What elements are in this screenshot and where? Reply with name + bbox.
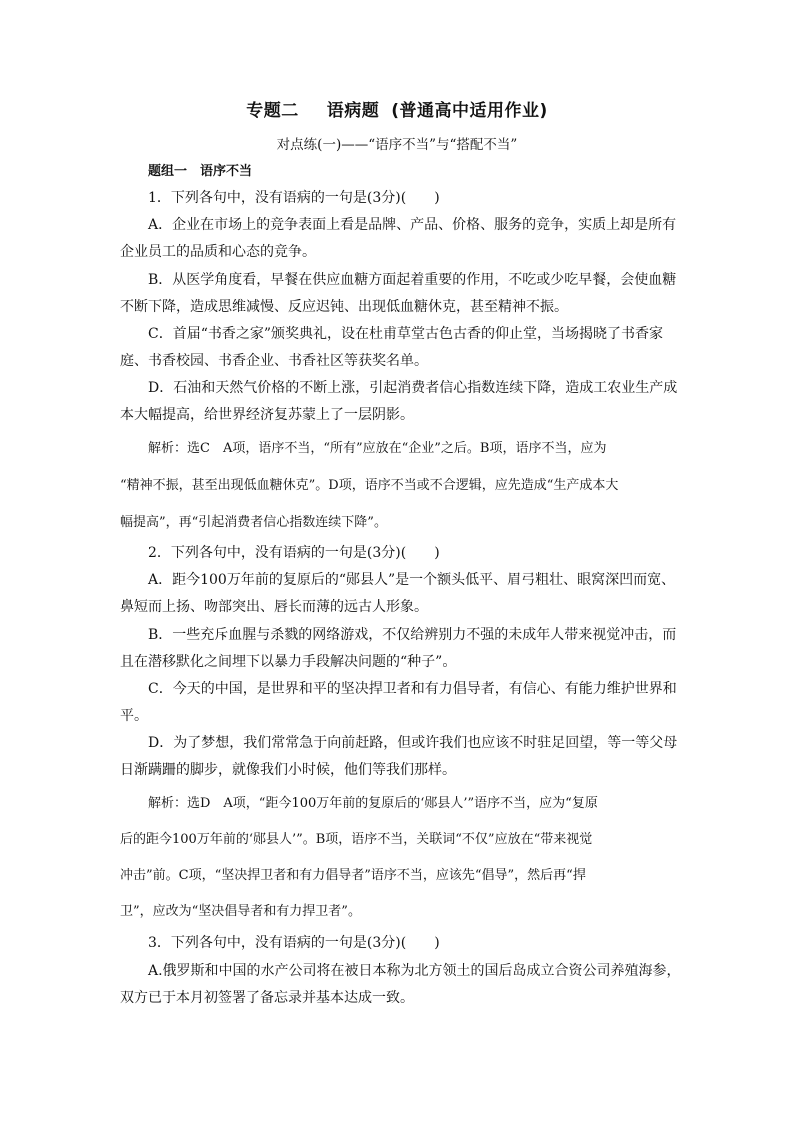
q2-explanation-line2: 后的距今100万年前的‘郧县人’”。B项，语序不当，关联词“不仅”应放在“带来视觉 [120, 832, 593, 847]
q1-option-a-line2: 企业员工的品质和心态的竞争。 [120, 244, 316, 260]
question-2-stem: 2．下列各句中，没有语病的一句是(3分)( ) [148, 545, 440, 561]
q1-option-b-line1: B．从医学角度看，早餐在供应血糖方面起着重要的作用，不吃或少吃早餐，会使血糖 [148, 272, 677, 288]
q1-explanation-line2: “精神不振，甚至出现低血糖休克”。D项，语序不当或不合逻辑，应先造成“生产成本大 [120, 478, 619, 493]
title-part-topic: 专题二 [246, 101, 299, 121]
group-heading: 题组一 语序不当 [148, 164, 253, 179]
q1-option-a-line1: A．企业在市场上的竞争表面上看是品牌、产品、价格、服务的竞争，实质上却是所有 [148, 217, 677, 233]
q2-explanation-line3: 冲击”前。C项，“坚决捍卫者和有力倡导者”语序不当，应该先“倡导”，然后再“捍 [120, 868, 586, 883]
q1-option-d-line1: D．石油和天然气价格的不断上涨，引起消费者信心指数连续下降，造成工农业生产成 [148, 380, 678, 396]
q1-option-c-line1: C．首届“书香之家”颁奖典礼，设在杜甫草堂古色古香的仰止堂，当场揭晓了书香家 [148, 326, 664, 342]
question-1-stem: 1．下列各句中，没有语病的一句是(3分)( ) [148, 190, 440, 206]
q2-option-c-line1: C．今天的中国，是世界和平的坚决捍卫者和有力倡导者，有信心、有能力维护世界和 [148, 681, 677, 697]
q2-option-c-line2: 平。 [120, 708, 148, 724]
question-3-stem: 3．下列各句中，没有语病的一句是(3分)( ) [148, 935, 440, 951]
q1-explanation-line1: 解析：选C A项，语序不当，“所有”应放在“企业”之后。B项，语序不当，应为 [148, 441, 607, 456]
q1-option-c-line2: 庭、书香校园、书香企业、书香社区等获奖名单。 [120, 353, 428, 369]
q1-option-b-line2: 不断下降，造成思维减慢、反应迟钝、出现低血糖休克，甚至精神不振。 [120, 299, 568, 315]
q3-option-a-line2: 双方已于本月初签署了备忘录并基本达成一致。 [120, 990, 414, 1006]
q1-option-d-line2: 本大幅提高，给世界经济复苏蒙上了一层阴影。 [120, 407, 414, 423]
q1-explanation-line3: 幅提高”，再“引起消费者信心指数连续下降”。 [120, 515, 387, 530]
q2-explanation-line4: 卫”，应改为“坚决倡导者和有力捍卫者”。 [120, 904, 361, 919]
page-title [0, 96, 794, 121]
page-subtitle: 对点练(一)——“语序不当”与“搭配不当” [276, 137, 518, 153]
q2-option-b-line1: B．一些充斥血腥与杀戮的网络游戏，不仅给辨别力不强的未成年人带来视觉冲击，而 [148, 627, 677, 643]
q2-option-a-line1: A．距今100万年前的复原后的“郧县人”是一个额头低平、眉弓粗壮、眼窝深凹而宽、 [148, 572, 676, 588]
title-part-subject: 语病题 [326, 101, 380, 121]
q2-option-d-line1: D．为了梦想，我们常常急于向前赶路，但或许我们也应该不时驻足回望，等一等父母 [148, 735, 678, 751]
q2-explanation-line1: 解析：选D A项，“距今100万年前的复原后的‘郧县人’”语序不当，应为“复原 [148, 796, 598, 811]
q2-option-a-line2: 鼻短而上扬、吻部突出、唇长而薄的远古人形象。 [120, 599, 428, 615]
q2-option-b-line2: 且在潜移默化之间埋下以暴力手段解决问题的“种子”。 [120, 654, 457, 670]
title-part-note: (普通高中适用作业) [391, 101, 548, 121]
q2-option-d-line2: 日渐蹒跚的脚步，就像我们小时候，他们等我们那样。 [120, 762, 456, 778]
q3-option-a-line1: A.俄罗斯和中国的水产公司将在被日本称为北方领土的国后岛成立合资公司养殖海参， [148, 963, 681, 979]
